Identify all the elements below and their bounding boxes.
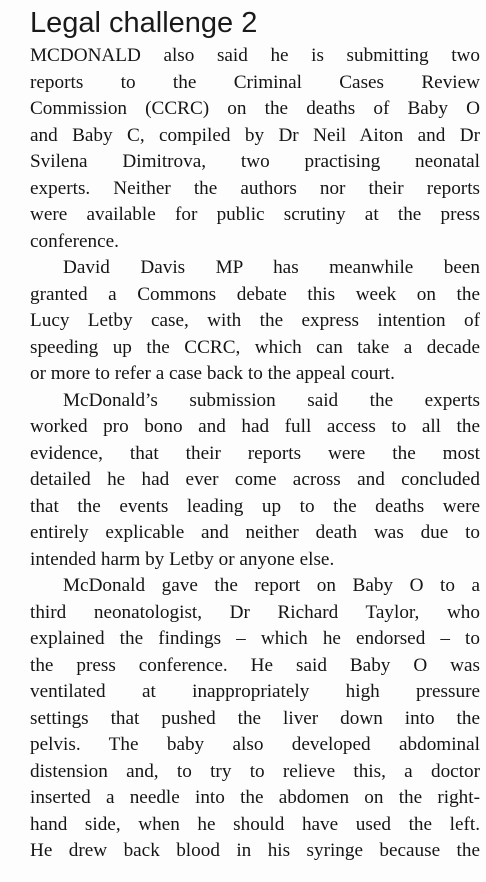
article-line: were available for public scrutiny at the press xyxy=(30,204,480,225)
article-line: intended harm by Letby or anyone else. xyxy=(30,548,335,570)
article-line: evidence, that their reports were the most xyxy=(30,442,480,464)
article-line: McDonald gave the report on Baby O to a xyxy=(63,575,480,596)
article-line: worked pro bono and had full access to all the xyxy=(30,416,480,437)
article-line: speeding up the CCRC, which can take a decade xyxy=(30,336,480,358)
article-line: Commission (CCRC) on the deaths of Baby O xyxy=(30,98,480,119)
article-line: detailed he had ever come across and concluded xyxy=(30,469,480,490)
article-line: reports to the Criminal Cases Review xyxy=(30,71,480,93)
article-line: McDonald’s submission said the experts xyxy=(63,389,480,411)
article-line: entirely explicable and neither death was due to xyxy=(30,522,480,543)
article-line: ventilated at inappropriately high pressure xyxy=(30,681,480,702)
article-line: conference. xyxy=(30,230,119,252)
article-line: David Davis MP has meanwhile been xyxy=(63,257,480,278)
article-line: that the events leading up to the deaths were xyxy=(30,495,480,517)
article-line: Lucy Letby case, with the express intention of xyxy=(30,310,480,331)
article-line: distension and, to try to relieve this, a doctor xyxy=(30,760,480,782)
article-line: He drew back blood in his syringe because the xyxy=(30,840,480,861)
article-headline: Legal challenge 2 xyxy=(30,7,258,39)
article-line: pelvis. The baby also developed abdominal xyxy=(30,734,480,755)
article-line: third neonatologist, Dr Richard Taylor, who xyxy=(30,601,480,623)
article-line: MCDONALD also said he is submitting two xyxy=(30,45,480,66)
article-line: Svilena Dimitrova, two practising neonatal xyxy=(30,151,480,172)
article-line: granted a Commons debate this week on the xyxy=(30,283,480,305)
article-line: inserted a needle into the abdomen on the right- xyxy=(30,787,480,808)
article-line: settings that pushed the liver down into the xyxy=(30,707,480,729)
article-line: and Baby C, compiled by Dr Neil Aiton and Dr xyxy=(30,124,480,146)
article-line: experts. Neither the authors nor their reports xyxy=(30,177,480,199)
article-line: the press conference. He said Baby O was xyxy=(30,654,480,676)
article-line: explained the findings – which he endorsed – to xyxy=(30,628,480,649)
article-body xyxy=(30,43,480,865)
article-line: or more to refer a case back to the appeal court. xyxy=(30,363,395,384)
article-line: hand side, when he should have used the left. xyxy=(30,813,480,835)
